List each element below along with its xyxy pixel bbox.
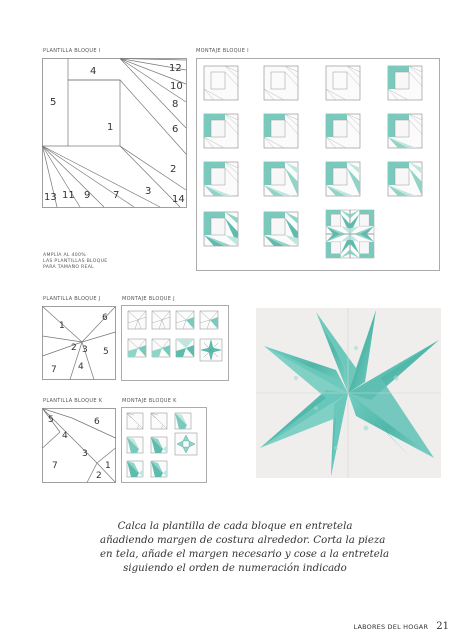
piece-number: 7 xyxy=(52,461,58,471)
piece-number: 6 xyxy=(172,124,179,135)
piece-number: 8 xyxy=(172,99,179,110)
star-block-image xyxy=(256,308,441,478)
piece-number: 7 xyxy=(51,365,57,375)
piece-number: 3 xyxy=(82,345,88,355)
piece-number: 4 xyxy=(62,431,68,441)
caption-line: en tela, añade el margen necesario y cose a la entretela xyxy=(100,549,390,560)
note-line: AMPLÍA AL 400% xyxy=(43,253,86,258)
caption-line: añadiendo margen de costura alrededor. Corta la pieza xyxy=(100,535,386,546)
piece-number: 4 xyxy=(90,66,97,77)
piece-number: 5 xyxy=(48,415,54,425)
label-montaje-bloque-i: MONTAJE BLOQUE I xyxy=(196,48,249,54)
template-block-k xyxy=(42,408,116,483)
note-line: PARA TAMAÑO REAL xyxy=(43,265,95,270)
piece-number: 2 xyxy=(71,343,77,353)
enlargement-note xyxy=(43,253,107,271)
assembly-row-4 xyxy=(204,210,374,258)
assembly-row-3 xyxy=(204,162,422,196)
piece-number: 13 xyxy=(44,192,57,203)
caption-line: Calca la plantilla de cada bloque en entretela xyxy=(117,521,353,532)
piece-number: 12 xyxy=(169,63,182,74)
assembly-block-k xyxy=(121,407,207,483)
piece-number: 1 xyxy=(107,122,114,133)
piece-number: 6 xyxy=(94,417,100,427)
label-plantilla-bloque-j: PLANTILLA BLOQUE J xyxy=(43,296,101,302)
assembly-row-2 xyxy=(204,114,422,148)
assembly-row-1 xyxy=(204,66,422,100)
label-plantilla-bloque-k: PLANTILLA BLOQUE K xyxy=(43,398,103,404)
piece-number: 4 xyxy=(78,362,84,372)
piece-number: 5 xyxy=(50,97,57,108)
assembly-block-j xyxy=(121,305,229,381)
piece-number: 2 xyxy=(170,164,177,175)
template-block-i xyxy=(42,58,187,208)
piece-number: 6 xyxy=(102,313,108,323)
piece-number: 3 xyxy=(145,186,152,197)
quilt-block-photo xyxy=(256,308,441,478)
piece-number: 11 xyxy=(62,190,75,201)
label-montaje-bloque-k: MONTAJE BLOQUE K xyxy=(122,398,177,404)
assembly-block-i xyxy=(196,58,440,271)
page-footer xyxy=(353,614,449,633)
piece-number: 14 xyxy=(172,194,185,205)
piece-number: 9 xyxy=(84,190,91,201)
label-montaje-bloque-j: MONTAJE BLOQUE J xyxy=(122,296,175,302)
piece-number: 3 xyxy=(82,449,88,459)
piece-number: 5 xyxy=(103,347,109,357)
piece-number: 7 xyxy=(113,190,120,201)
piece-number: 1 xyxy=(105,461,111,471)
magazine-name: LABORES DEL HOGAR xyxy=(353,623,429,631)
piece-number: 10 xyxy=(170,81,183,92)
piece-number: 2 xyxy=(96,471,102,481)
label-plantilla-bloque-i: PLANTILLA BLOQUE I xyxy=(43,48,101,54)
page-number: 21 xyxy=(436,621,449,632)
piece-number: 1 xyxy=(59,321,65,331)
caption-line: siguiendo el orden de numeración indicado xyxy=(123,563,347,574)
note-line: LAS PLANTILLAS BLOQUE xyxy=(43,259,108,264)
instructions-caption xyxy=(100,520,390,576)
template-block-j xyxy=(42,306,116,380)
